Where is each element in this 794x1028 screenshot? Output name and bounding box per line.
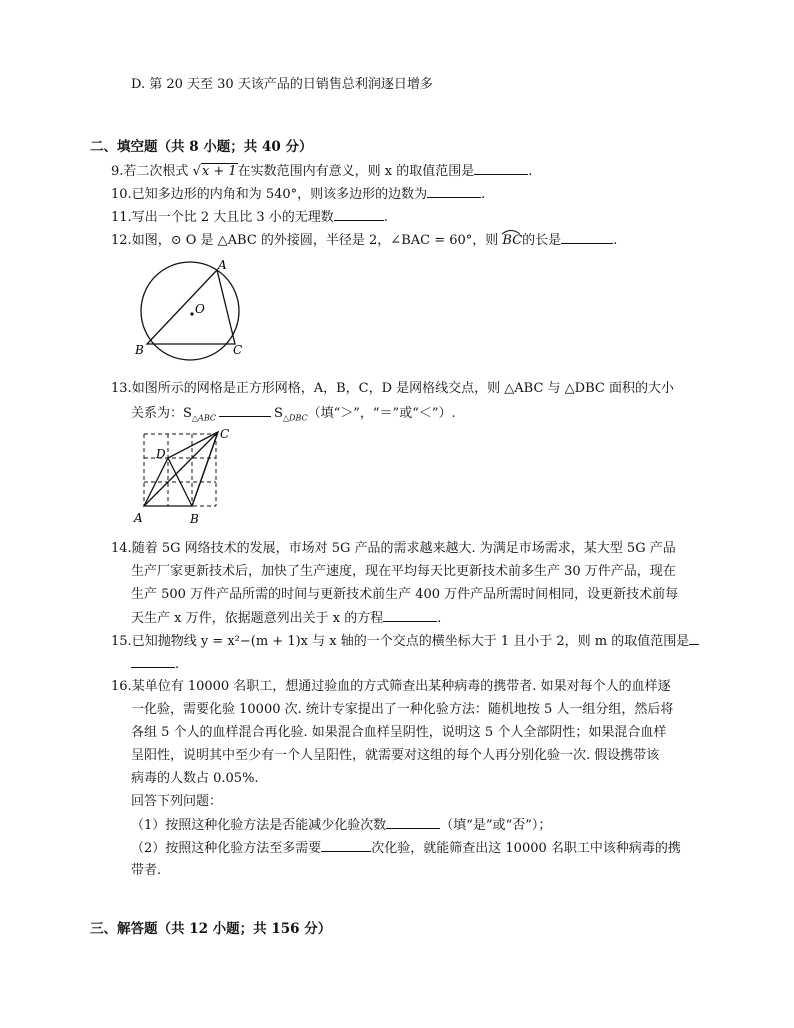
figure-13-grid xyxy=(130,424,245,529)
section-3-title: 三、解答题（共 12 小题；共 156 分） xyxy=(90,921,332,937)
triangles xyxy=(144,432,218,506)
question-text: 随着 5G 网络技术的发展，市场对 5G 产品的需求越来越大. 为满足市场需求，某大型 5G 产品 xyxy=(131,541,676,556)
arc-bc xyxy=(502,232,522,250)
section-2-title: 二、填空题（共 8 小题；共 40 分） xyxy=(90,139,313,155)
label-a: A xyxy=(218,258,227,272)
question-text: 已知抛物线 y = x²−(m + 1)x 与 x 轴的一个交点的横坐标大于 1 且小于 2，则 m 的取值范围是 xyxy=(131,634,690,649)
triangle-abc xyxy=(147,270,235,344)
question-number: 16. xyxy=(111,679,132,694)
arc-label: BC xyxy=(502,233,523,248)
period: . xyxy=(481,187,486,202)
previous-question-option-d: D. 第 20 天至 30 天该产品的日销售总利润逐日增多 xyxy=(131,77,433,92)
question-13 xyxy=(111,380,674,398)
label-c: C xyxy=(233,343,243,357)
label-a: A xyxy=(134,511,143,525)
question-text: 若二次根式 xyxy=(123,164,189,179)
period: . xyxy=(613,233,618,248)
question-text: （填“是”或“否”）； xyxy=(440,818,552,833)
answer-blank[interactable] xyxy=(427,185,481,198)
question-16-subquestion-1 xyxy=(131,816,551,835)
question-14-line-4 xyxy=(131,609,441,628)
question-text: S xyxy=(273,406,283,421)
question-text: （1）按照这种化验方法是否能减少化验次数 xyxy=(131,818,387,833)
radicand: x + 1 xyxy=(201,164,237,179)
answer-blank[interactable] xyxy=(219,404,271,417)
answer-blank-continued[interactable] xyxy=(131,655,175,668)
question-number: 12. xyxy=(111,233,132,248)
label-c: C xyxy=(220,427,230,441)
question-16-subquestion-2 xyxy=(131,839,681,858)
question-number: 13. xyxy=(111,381,132,396)
question-number: 14. xyxy=(111,541,132,556)
subscript: △DBC xyxy=(282,413,308,423)
question-text: 天生产 x 万件，依据题意列出关于 x 的方程 xyxy=(131,611,384,626)
period: . xyxy=(437,611,442,626)
answer-blank[interactable] xyxy=(561,231,613,244)
answer-blank[interactable] xyxy=(689,632,699,645)
question-text: 已知多边形的内角和为 540°，则该多边形的边数为 xyxy=(131,187,428,202)
label-d: D xyxy=(156,447,166,461)
question-text: 某单位有 10000 名职工，想通过验血的方式筛查出某种病毒的携带者. 如果对每个人的血样逐 xyxy=(131,679,671,694)
subscript: △ABC xyxy=(191,413,216,423)
question-14-line-2: 生产厂家更新技术后，加快了生产速度，现在平均每天比更新技术前多生产 30 万件产品，现在 xyxy=(131,564,676,579)
answer-blank[interactable] xyxy=(334,208,384,221)
question-16-line-6: 回答下列问题： xyxy=(131,794,223,809)
question-text: 写出一个比 2 大且比 3 小的无理数 xyxy=(131,210,334,225)
question-9 xyxy=(111,162,532,181)
question-text: 的长是 xyxy=(522,233,562,248)
period: . xyxy=(528,164,533,179)
question-text: 关系为：S xyxy=(131,406,192,421)
question-16-line-4: 呈阳性，说明其中至少有一个人呈阳性，就需要对这组的每个人再分别化验一次. 假设携带该 xyxy=(131,748,660,763)
answer-blank[interactable] xyxy=(383,609,437,622)
period: . xyxy=(175,657,180,672)
sqrt-expression xyxy=(193,163,238,181)
label-b: B xyxy=(135,343,144,357)
triangle-abc xyxy=(144,432,218,506)
figure-12-circle xyxy=(130,256,255,361)
center-point xyxy=(190,312,193,315)
label-b: B xyxy=(190,512,199,526)
question-16-line-3: 各组 5 个人的血样混合再化验. 如果混合血样呈阴性，说明这 5 个人全部阴性；如果混合血样 xyxy=(131,725,667,740)
question-15-line-2 xyxy=(131,655,179,674)
circumcircle xyxy=(141,262,239,360)
question-text: 如图所示的网格是正方形网格，A，B，C，D 是网格线交点，则 △ABC 与 △DBC 面积的大小 xyxy=(131,381,674,396)
question-number: 11. xyxy=(111,210,132,225)
question-text: 次化验，就能筛查出这 10000 名职工中该种病毒的携 xyxy=(371,841,681,856)
question-12 xyxy=(111,231,617,250)
question-text: （填“＞”，“＝”或“＜”）. xyxy=(307,406,456,421)
question-text: 如图，⊙ O 是 △ABC 的外接圆，半径是 2，∠BAC = 60°，则 xyxy=(131,233,499,248)
question-14-line-3: 生产 500 万件产品所需的时间与更新技术前生产 400 万件产品所需时间相同，设更新技术前每 xyxy=(131,587,679,602)
answer-blank[interactable] xyxy=(474,162,528,175)
period: . xyxy=(383,210,388,225)
question-15 xyxy=(111,632,699,651)
question-16-line-2: 一化验，需要化验 10000 次. 统计专家提出了一种化验方法：随机地按 5 人一组分组，然后将 xyxy=(131,702,674,717)
radical-sign-icon: √ xyxy=(192,164,201,179)
question-text: （2）按照这种化验方法至多需要 xyxy=(131,841,322,856)
question-11 xyxy=(111,208,388,227)
question-number: 10. xyxy=(111,187,132,202)
question-10 xyxy=(111,185,485,204)
arc-mark-icon xyxy=(501,229,521,235)
question-16-line-5: 病毒的人数占 0.05%. xyxy=(131,771,259,786)
question-number: 15. xyxy=(111,634,132,649)
question-16 xyxy=(111,678,671,696)
answer-blank[interactable] xyxy=(386,816,440,829)
question-text: 在实数范围内有意义，则 x 的取值范围是 xyxy=(237,164,475,179)
answer-blank[interactable] xyxy=(321,839,371,852)
question-16-subquestion-2-line-2: 带者. xyxy=(131,863,162,878)
question-14 xyxy=(111,540,676,558)
label-o: O xyxy=(195,302,205,316)
triangle-dbc xyxy=(168,432,218,506)
question-number: 9. xyxy=(111,164,124,179)
